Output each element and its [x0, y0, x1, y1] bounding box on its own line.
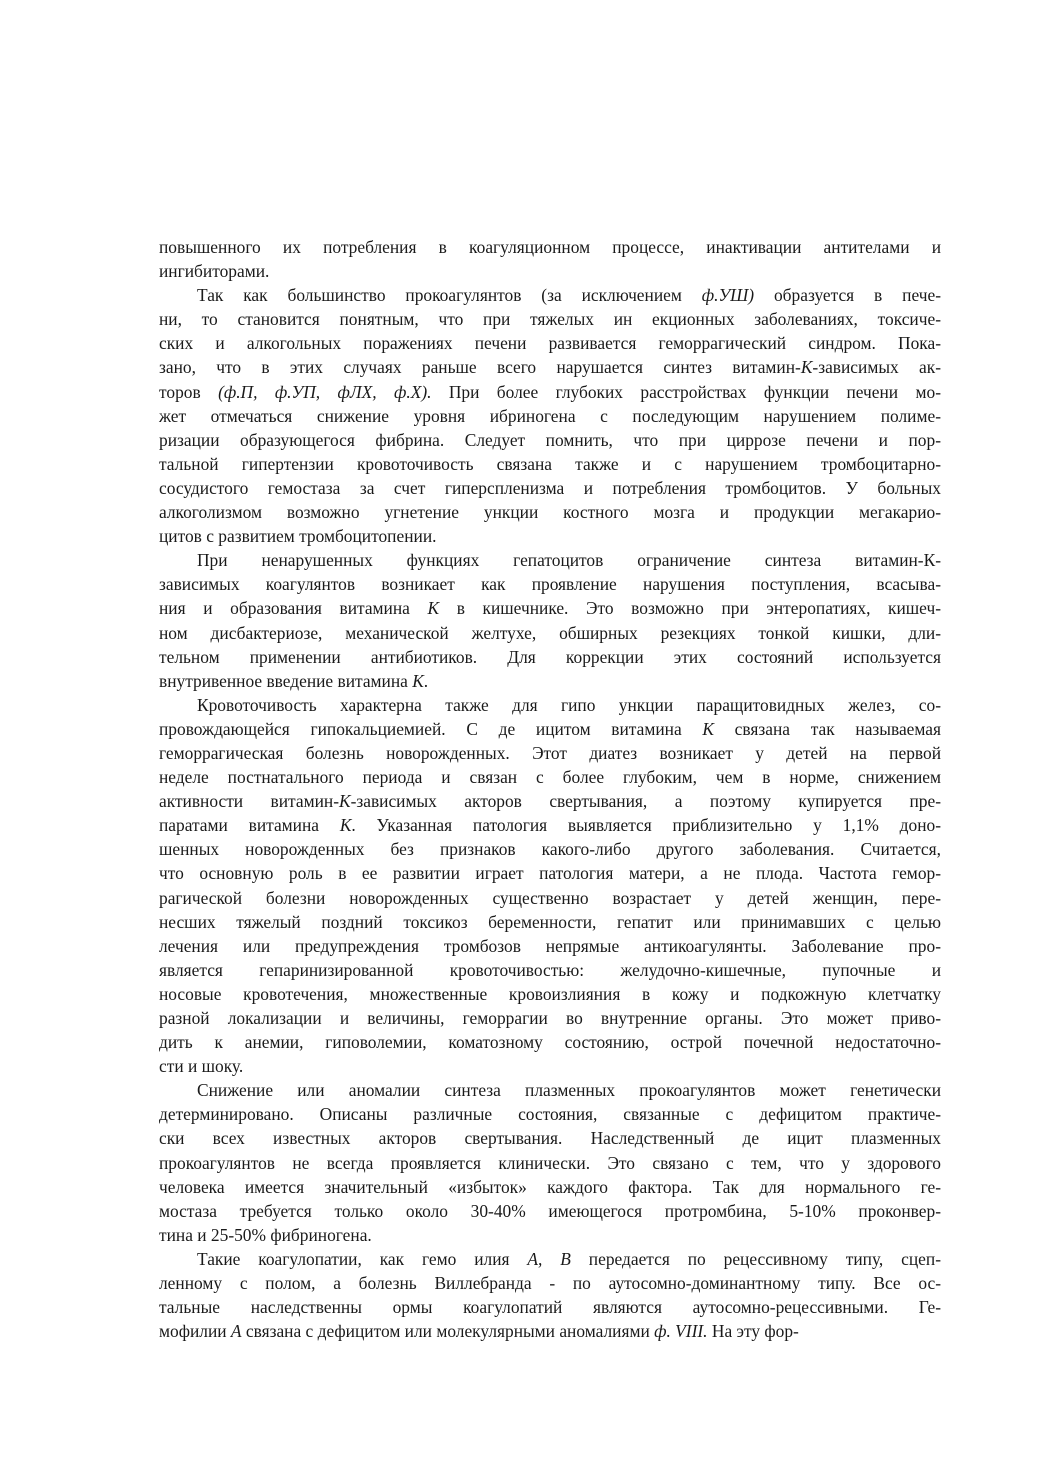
text-line	[159, 837, 941, 861]
text-line	[159, 1054, 941, 1078]
text-line	[159, 693, 941, 717]
text-run: активности витамин-	[159, 791, 339, 812]
paragraph	[159, 235, 941, 283]
text-line	[159, 910, 941, 934]
text-line	[159, 283, 941, 307]
text-run: ном дисбактериозе, механической желтухе, обширных резекциях тонкой кишки, дли-	[159, 622, 941, 643]
text-line	[159, 596, 941, 620]
text-run: рагической болезни новорожденных существенно возрастает у детей женщин, пере-	[159, 887, 941, 908]
italic-text: К	[800, 357, 813, 378]
text-line	[159, 958, 941, 982]
text-line	[159, 1151, 941, 1175]
paragraph	[159, 693, 941, 1079]
text-run: несших тяжелый поздний токсикоз беременности, гепатит или принимавших с целью	[159, 911, 941, 932]
text-run: прокоагулянтов не всегда проявляется клинически. Это связано с тем, что у здорового	[159, 1152, 941, 1173]
text-run: лечения или предупреждения тромбозов непрямые антикоагулянты. Заболевание про-	[159, 935, 941, 956]
text-run: зано, что в этих случаях раньше всего нарушается синтез витамин-	[159, 357, 801, 378]
text-run: связана с дефицитом или молекулярными аномалиями	[241, 1321, 655, 1342]
text-run: шенных новорожденных без признаков какого-либо другого заболевания. Считается,	[159, 839, 941, 860]
text-line	[159, 1006, 941, 1030]
text-run: -зависимых акторов свертывания, а поэтому купируется пре-	[350, 791, 941, 812]
italic-text: К	[412, 670, 424, 691]
text-run: ленному с полом, а болезнь Виллебранда - по аутосомно-доминантному типу. Все ос-	[159, 1273, 941, 1294]
text-run: зависимых коагулянтов возникает как проявление нарушения поступления, всасыва-	[159, 574, 941, 595]
text-run: тина и 25-50% фибриногена.	[159, 1224, 372, 1245]
text-run: торов	[159, 381, 219, 402]
text-run: неделе постнатального периода и связан с более глубоким, чем в норме, снижением	[159, 767, 941, 788]
text-run: тальные наследственны ормы коагулопатий являются аутосомно-рецессивными. Ге-	[159, 1297, 941, 1318]
text-line	[159, 861, 941, 885]
text-line	[159, 982, 941, 1006]
italic-text: ф.УШ)	[701, 285, 755, 306]
text-run: сти и шоку.	[159, 1056, 244, 1077]
text-line	[159, 307, 941, 331]
text-line	[159, 1102, 941, 1126]
text-run: человека имеется значительный «избыток» каждого фактора. Так для нормального ге-	[159, 1176, 941, 1197]
text-run: Кровоточивость характерна также для гипо ункции паращитовидных желез, со-	[197, 694, 941, 715]
text-run: Такие коагулопатии, как гемо илия	[197, 1248, 528, 1269]
text-line	[159, 524, 941, 548]
text-run: ризации образующегося фибрина. Следует помнить, что при циррозе печени и пор-	[159, 429, 941, 450]
text-line	[159, 1199, 941, 1223]
text-line	[159, 1319, 941, 1343]
text-run: .	[423, 670, 429, 691]
text-run: ни, то становится понятным, что при тяжелых ин екционных заболеваниях, токсиче-	[159, 309, 941, 330]
text-run: в кишечнике. Это возможно при энтеропатиях, кишеч-	[439, 598, 942, 619]
text-line	[159, 572, 941, 596]
text-line	[159, 452, 941, 476]
text-run: ски всех известных акторов свертывания. Наследственный де ицит плазменных	[159, 1128, 941, 1149]
text-line	[159, 259, 941, 283]
text-run: жет отмечаться снижение уровня ибриногена с последующим нарушением полиме-	[159, 405, 941, 426]
text-run: носовые кровотечения, множественные кровоизлияния в кожу и подкожную клетчатку	[159, 983, 941, 1004]
text-line	[159, 1223, 941, 1247]
text-run: связана так называемая	[713, 718, 941, 739]
paragraph	[159, 548, 941, 693]
paragraph	[159, 1247, 941, 1343]
text-line	[159, 1175, 941, 1199]
text-run: При более глубоких расстройствах функции печени мо-	[431, 381, 941, 402]
text-line	[159, 645, 941, 669]
text-line	[159, 789, 941, 813]
text-run: разной локализации и величины, геморрагии во внутренние органы. Это может приво-	[159, 1008, 941, 1028]
italic-text: А, В	[527, 1248, 571, 1269]
text-run: геморрагическая болезнь новорожденных. Этот диатез возникает у детей на первой	[159, 742, 941, 763]
text-run: ния и образования витамина	[159, 598, 428, 619]
italic-text: А	[230, 1321, 242, 1342]
text-run: является гепаринизированной кровоточивостью: желудочно-кишечные, пупочные и	[159, 959, 941, 980]
italic-text: ф. VIII.	[654, 1321, 708, 1342]
text-run: ских и алкогольных поражениях печени развивается геморрагический синдром. Пока-	[159, 333, 941, 354]
text-run: внутривенное введение витамина	[159, 670, 413, 691]
text-line	[159, 548, 941, 572]
text-line	[159, 500, 941, 524]
text-line	[159, 1271, 941, 1295]
text-run: Снижение или аномалии синтеза плазменных прокоагулянтов может генетически	[197, 1080, 941, 1101]
text-run: На эту фор-	[707, 1321, 799, 1342]
text-line	[159, 717, 941, 741]
text-line	[159, 476, 941, 500]
paragraph	[159, 1078, 941, 1247]
text-line	[159, 1247, 941, 1271]
text-run: сосудистого гемостаза за счет гиперспленизма и потребления тромбоцитов. У больных	[159, 477, 941, 498]
text-line	[159, 428, 941, 452]
text-run: дить к анемии, гиповолемии, коматозному состоянию, острой почечной недостаточно-	[159, 1032, 941, 1053]
italic-text: К	[339, 791, 351, 812]
italic-text: К	[702, 718, 714, 739]
text-line	[159, 235, 941, 259]
text-run: паратами витамина	[159, 815, 340, 836]
italic-text: (ф.П, ф.УП, фЛХ, ф.Х).	[218, 381, 432, 402]
text-run: цитов с развитием тромбоцитопении.	[159, 526, 437, 547]
text-line	[159, 741, 941, 765]
text-line	[159, 331, 941, 355]
text-line	[159, 1030, 941, 1054]
text-line	[159, 1078, 941, 1102]
text-run: тельном применении антибиотиков. Для коррекции этих состояний используется	[159, 646, 941, 667]
text-line	[159, 886, 941, 910]
text-line	[159, 813, 941, 837]
text-line	[159, 765, 941, 789]
text-run: детерминировано. Описаны различные состояния, связанные с дефицитом практиче-	[159, 1104, 941, 1125]
text-line	[159, 934, 941, 958]
text-run: повышенного их потребления в коагуляционном процессе, инактивации антителами и	[159, 237, 941, 257]
text-run: провождающейся гипокальциемией. С де ицитом витамина	[159, 718, 703, 739]
text-run: ингибиторами.	[159, 261, 270, 282]
text-line	[159, 1295, 941, 1319]
text-run: что основную роль в ее развитии играет патология матери, а не плода. Частота гемор-	[159, 863, 941, 884]
text-line	[159, 404, 941, 428]
text-line	[159, 1126, 941, 1150]
text-line	[159, 380, 941, 404]
text-line	[159, 669, 941, 693]
text-line	[159, 621, 941, 645]
italic-text: К	[339, 815, 352, 836]
paragraph	[159, 283, 941, 548]
text-run: мофилии	[159, 1321, 231, 1342]
text-run: передается по рецессивному типу, сцеп-	[570, 1248, 941, 1269]
text-run: алкоголизмом возможно угнетение ункции костного мозга и продукции мегакарио-	[159, 502, 941, 523]
text-line	[159, 355, 941, 379]
italic-text: К	[427, 598, 440, 619]
text-run: мостаза требуется только около 30-40% имеющегося протромбина, 5-10% проконвер-	[159, 1200, 941, 1221]
text-run: образуется в пече-	[754, 285, 942, 306]
document-page	[159, 235, 941, 1343]
text-run: тальной гипертензии кровоточивость связана также и с нарушением тромбоцитарно-	[159, 453, 941, 474]
text-run: Так как большинство прокоагулянтов (за исключением	[197, 285, 702, 306]
text-run: . Указанная патология выявляется приблизительно у 1,1% доно-	[351, 815, 941, 836]
text-run: -зависимых ак-	[812, 357, 941, 378]
text-run: При ненарушенных функциях гепатоцитов ограничение синтеза витамин-К-	[197, 550, 941, 571]
